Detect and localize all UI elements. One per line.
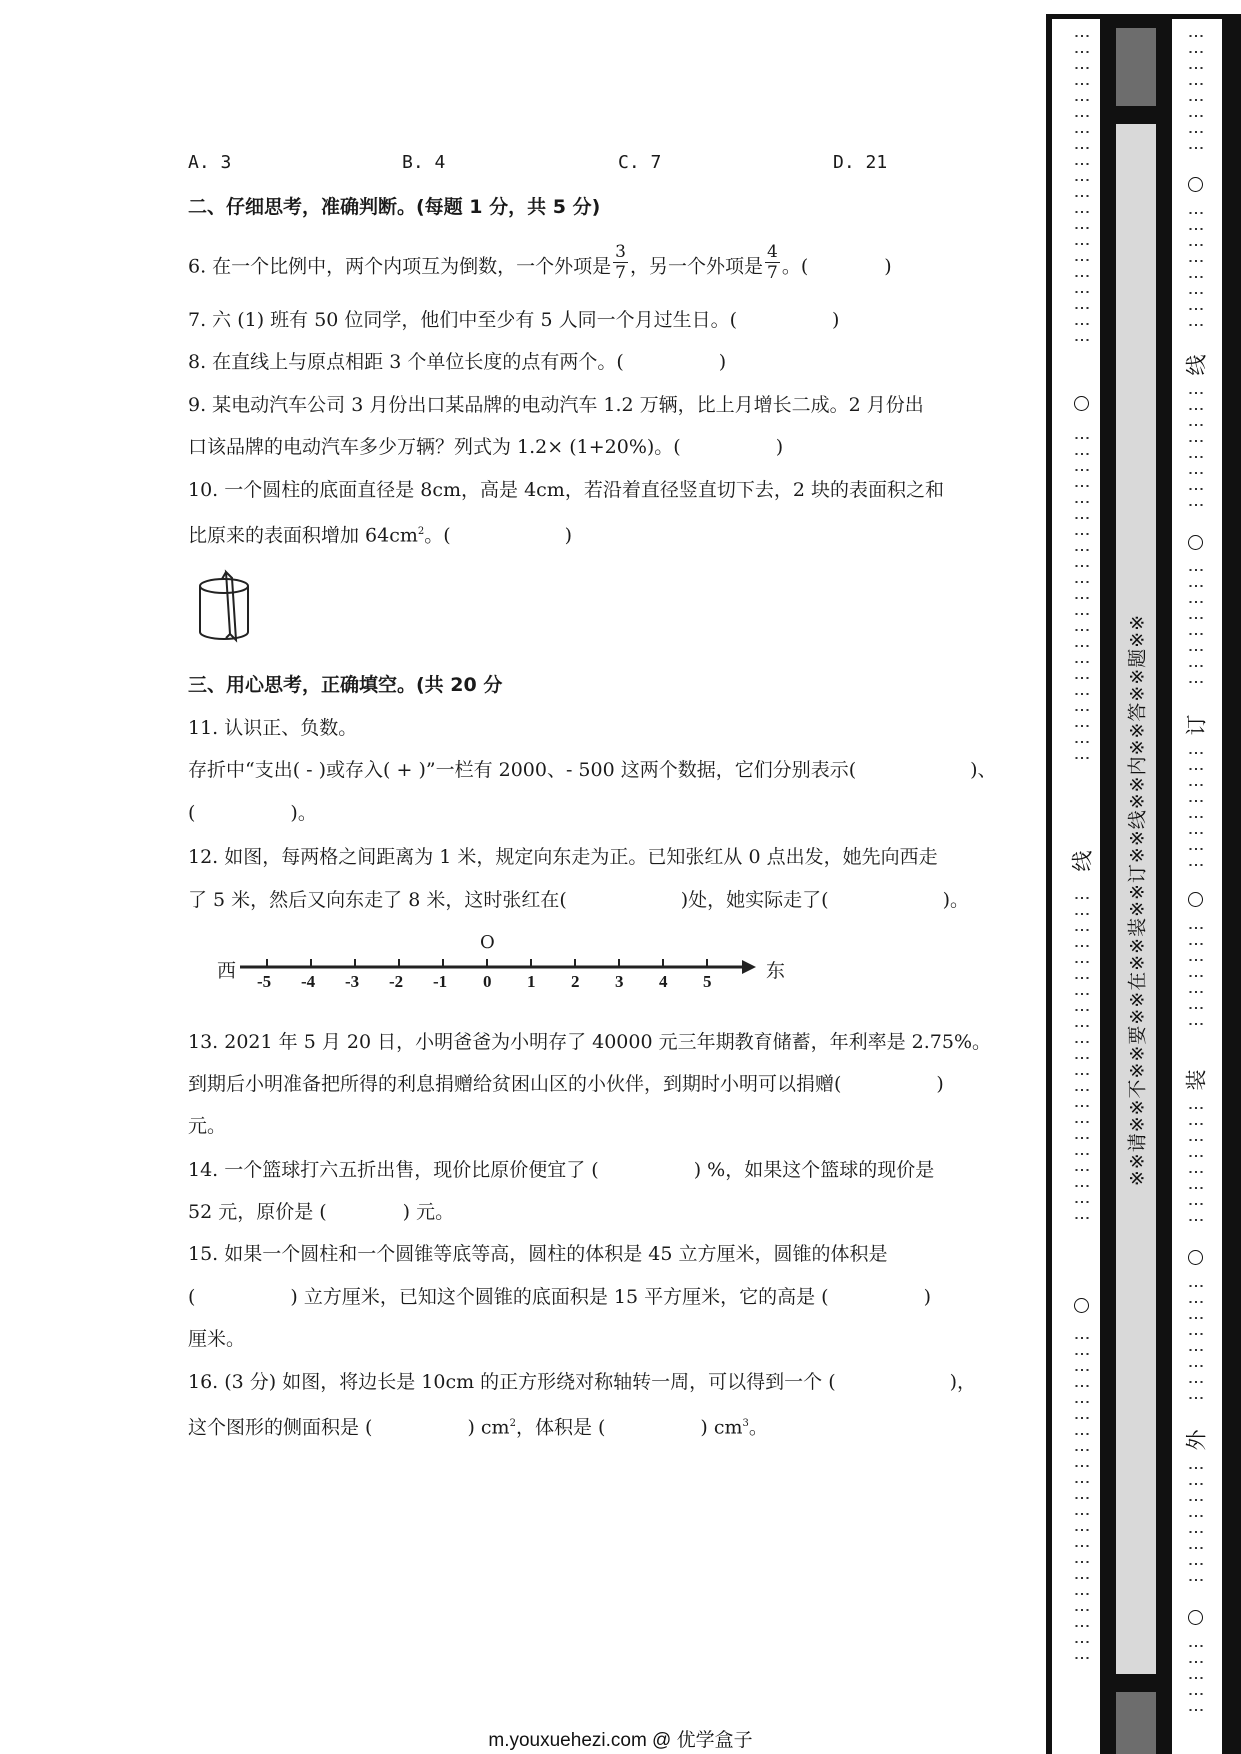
- question-8: 8. 在直线上与原点相距 3 个单位长度的点有两个。( ): [188, 351, 727, 373]
- binding-warning-text: ※※请※※不※※要※※在※※装※※订※※线※※内※※答※※题※※: [1126, 613, 1149, 1187]
- option-b: B. 4: [402, 152, 446, 173]
- option-a: A. 3: [188, 152, 232, 173]
- footer-watermark: m.youxuehezi.com @ 优学盒子: [488, 1730, 753, 1751]
- question-15-line1: 15. 如果一个圆柱和一个圆锥等底等高，圆柱的体积是 45 立方厘米，圆锥的体积是: [188, 1243, 888, 1265]
- inner-dotted-line: ⋮⋮⋮⋮⋮⋮⋮⋮⋮⋮⋮⋮⋮⋮⋮⋮⋮⋮⋮⋮⋮: [1073, 1330, 1092, 1666]
- inner-line-char: 线: [1070, 850, 1095, 872]
- question-16-line2: 这个图形的侧面积是 ( ) $cm^2$，体积是 ( ) $cm^3$。: [188, 1416, 768, 1439]
- outer-dotted-line: ⋮⋮⋮⋮⋮⋮⋮⋮: [1187, 1460, 1206, 1588]
- tick-label: 1: [527, 972, 536, 991]
- tick-label: 2: [571, 972, 580, 991]
- tick-label: -1: [433, 972, 448, 991]
- question-11-line2: 存折中“支出( - )或存入( + )”一栏有 2000、- 500 这两个数据，它们分别表示( )、: [188, 759, 997, 781]
- question-14-line1: 14. 一个篮球打六五折出售，现价比原价便宜了 ( ) %，如果这个篮球的现价是: [188, 1159, 935, 1181]
- question-7: 7. 六 (1) 班有 50 位同学，他们中至少有 5 人同一个月过生日。( ): [188, 309, 840, 331]
- question-10-line1: 10. 一个圆柱的底面直径是 8cm，高是 4cm，若沿着直径竖直切下去，2 块的表面积之和: [188, 479, 944, 501]
- section2-heading: 二、仔细思考，准确判断。(每题 1 分，共 5 分): [188, 196, 601, 218]
- origin-label: O: [480, 932, 495, 953]
- option-c: C. 7: [618, 152, 662, 173]
- outer-dotted-line: ⋮⋮⋮⋮⋮⋮⋮⋮: [1187, 1100, 1206, 1228]
- outer-ding-char: 订: [1184, 714, 1209, 736]
- question-12-line2: 了 5 米，然后又向东走了 8 米，这时张红在( )处，她实际走了( )。: [188, 889, 969, 911]
- tick-label: 0: [483, 972, 492, 991]
- margin-dark-block-top: [1116, 28, 1156, 106]
- question-13-line3: 元。: [188, 1115, 227, 1137]
- inner-circle-marker: [1074, 1298, 1089, 1313]
- outer-dotted-line: ⋮⋮⋮⋮⋮⋮⋮⋮: [1187, 1278, 1206, 1406]
- outer-dotted-line: ⋮⋮⋮⋮⋮⋮⋮: [1187, 920, 1206, 1032]
- tick-label: -4: [301, 972, 316, 991]
- inner-circle-marker: [1074, 396, 1089, 411]
- outer-dotted-line: ⋮⋮⋮⋮⋮⋮⋮⋮: [1187, 28, 1206, 156]
- outer-line-char: 线: [1184, 354, 1209, 376]
- outer-wai-char: 外: [1184, 1429, 1209, 1451]
- outer-dotted-line: ⋮⋮⋮⋮⋮: [1187, 1638, 1206, 1718]
- tick-label: -3: [345, 972, 360, 991]
- question-9-line1: 9. 某电动汽车公司 3 月份出口某品牌的电动汽车 1.2 万辆，比上月增长二成。2 月份出: [188, 394, 924, 416]
- question-11-line1: 11. 认识正、负数。: [188, 717, 358, 739]
- tick-label: 5: [703, 972, 712, 991]
- outer-zhuang-char: 装: [1184, 1069, 1209, 1091]
- west-label: 西: [217, 960, 237, 982]
- cut-cylinder-figure: [192, 566, 272, 646]
- inner-dotted-line: ⋮⋮⋮⋮⋮⋮⋮⋮⋮⋮⋮⋮⋮⋮⋮⋮⋮⋮⋮⋮⋮: [1073, 430, 1092, 766]
- outer-circle-marker: [1188, 535, 1203, 550]
- tick-label: 3: [615, 972, 624, 991]
- east-label: 东: [766, 960, 786, 982]
- question-6: 6. 在一个比例中，两个内项互为倒数，一个外项是 $\frac{3}{7}$ ，另一个外项是 $\frac{4}{7}$ 。( ): [188, 242, 892, 283]
- question-11-line3: ( )。: [188, 802, 317, 824]
- number-line-axis: [238, 955, 758, 979]
- margin-band-outer: [1222, 14, 1241, 1754]
- outer-circle-marker: [1188, 1610, 1203, 1625]
- tick-label: 4: [659, 972, 668, 991]
- question-14-line2: 52 元，原价是 ( ) 元。: [188, 1201, 455, 1223]
- margin-border-left: [1046, 14, 1052, 1754]
- outer-dotted-line: ⋮⋮⋮⋮⋮⋮⋮⋮: [1187, 385, 1206, 513]
- question-12-line1: 12. 如图，每两格之间距离为 1 米，规定向东走为正。已知张红从 0 点出发，她先向西走: [188, 846, 938, 868]
- question-15-line2: ( ) 立方厘米，已知这个圆锥的底面积是 15 平方厘米，它的高是 ( ): [188, 1286, 931, 1308]
- outer-circle-marker: [1188, 892, 1203, 907]
- question-15-line3: 厘米。: [188, 1328, 246, 1350]
- outer-circle-marker: [1188, 1250, 1203, 1265]
- question-16-line1: 16. (3 分) 如图，将边长是 10cm 的正方形绕对称轴转一周，可以得到一个 ( )，: [188, 1371, 977, 1393]
- question-13-line2: 到期后小明准备把所得的利息捐赠给贫困山区的小伙伴，到期时小明可以捐赠( ): [188, 1073, 944, 1095]
- inner-dotted-line: ⋮⋮⋮⋮⋮⋮⋮⋮⋮⋮⋮⋮⋮⋮⋮⋮⋮⋮⋮⋮: [1073, 28, 1092, 348]
- tick-label: -2: [389, 972, 404, 991]
- outer-dotted-line: ⋮⋮⋮⋮⋮⋮⋮⋮: [1187, 562, 1206, 690]
- outer-circle-marker: [1188, 177, 1203, 192]
- question-13-line1: 13. 2021 年 5 月 20 日，小明爸爸为小明存了 40000 元三年期教育储蓄，年利率是 2.75%。: [188, 1031, 991, 1053]
- option-d: D. 21: [833, 152, 888, 173]
- outer-dotted-line: ⋮⋮⋮⋮⋮⋮⋮⋮: [1187, 205, 1206, 333]
- question-9-line2: 口该品牌的电动汽车多少万辆？列式为 1.2× (1+20%)。( ): [188, 436, 784, 458]
- section3-heading: 三、用心思考，正确填空。(共 20 分: [188, 674, 503, 696]
- inner-dotted-line: ⋮⋮⋮⋮⋮⋮⋮⋮⋮⋮⋮⋮⋮⋮⋮⋮⋮⋮⋮⋮⋮: [1073, 890, 1092, 1226]
- tick-label: -5: [257, 972, 272, 991]
- question-10-line2: 比原来的表面积增加 $64cm^2$。( ): [188, 524, 573, 547]
- outer-dotted-line: ⋮⋮⋮⋮⋮⋮⋮⋮: [1187, 745, 1206, 873]
